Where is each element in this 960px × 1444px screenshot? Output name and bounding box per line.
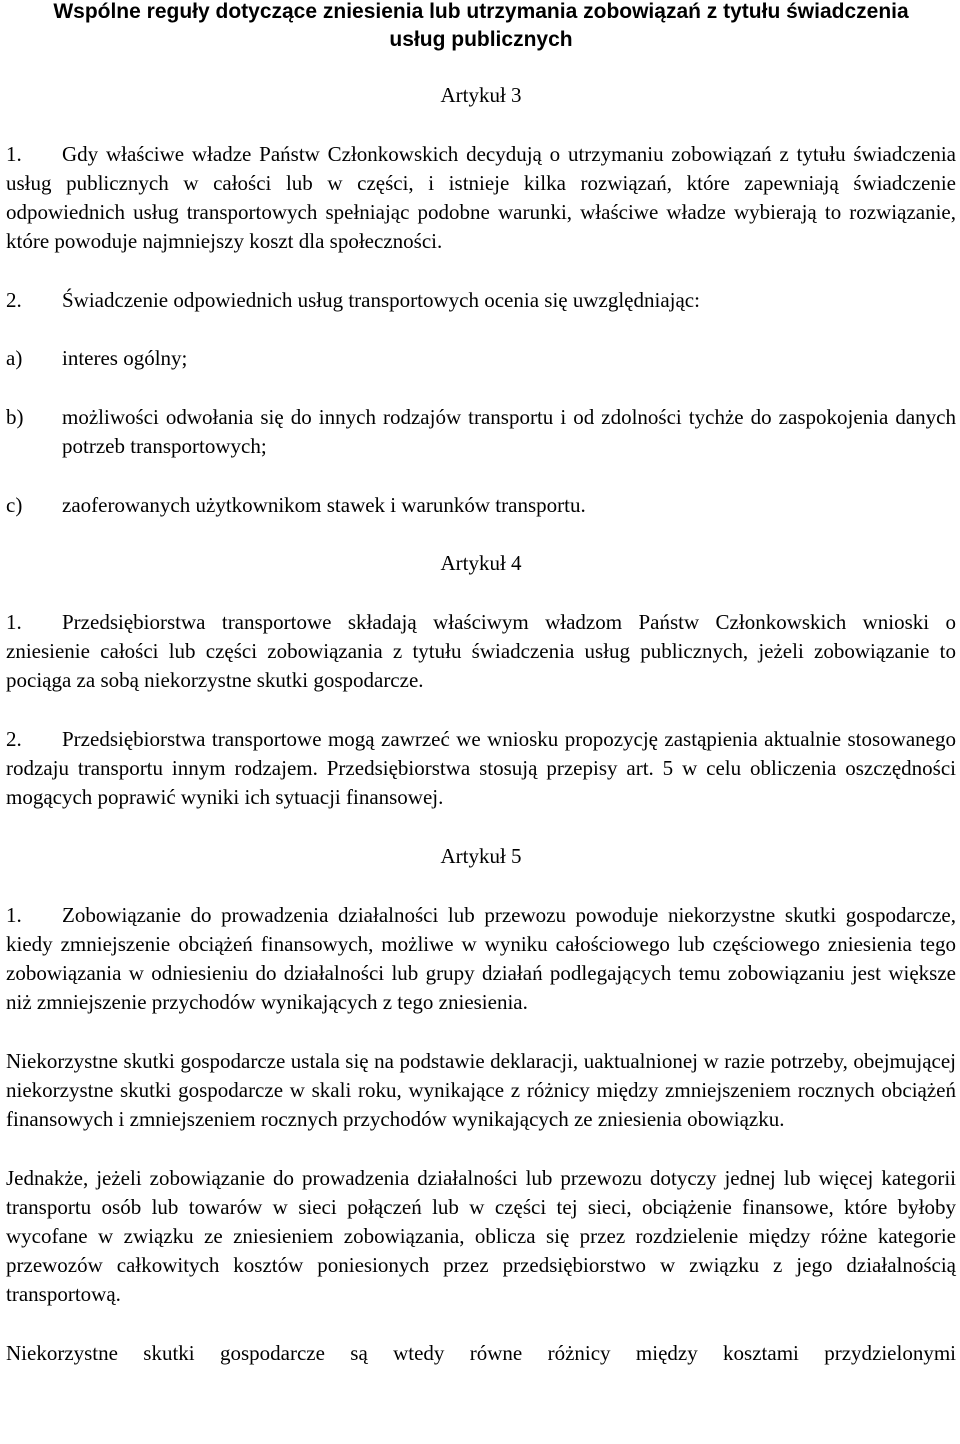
- article-5-heading: Artykuł 5: [440, 844, 522, 868]
- article-3-paragraph-2: [6, 286, 956, 315]
- article-3-paragraph-1: [6, 140, 956, 256]
- paragraph-text: Zobowiązanie do prowadzenia działalności lub przewozu powoduje niekorzystne skutki gospodarcze, kiedy zmniejszenie obciążeń finansowych, możliwe w wyniku całościowego lub częściowego zniesienia tego zobowiązania w odniesieniu do działalności lub grupy działań podlegających temu zobowiązaniu jest większe niż zmniejszenie przychodów wynikających z tego zniesienia.: [6, 903, 956, 1014]
- article-5-paragraph-3: Jednakże, jeżeli zobowiązanie do prowadzenia działalności lub przewozu dotyczy jednej lub więcej kategorii transportu osób lub towarów w sieci połączeń lub w części tej sieci, obciążenie finansowe, które byłoby wycofane w związku ze zniesieniem zobowiązania, oblicza się przez rozdzielenie między różne kategorie przewozów całkowitych kosztów poniesionych przez przedsiębiorstwo w związku z jego działalnością transportową.: [6, 1166, 956, 1306]
- paragraph-number: 1.: [6, 903, 22, 927]
- article-4-paragraph-2: [6, 725, 956, 812]
- article-4-heading: Artykuł 4: [440, 551, 522, 575]
- document-title: [6, 0, 956, 54]
- list-item-text: zaoferowanych użytkownikom stawek i warunków transportu.: [62, 493, 586, 517]
- list-item-label: b): [6, 405, 24, 429]
- list-item-text: możliwości odwołania się do innych rodzajów transportu i od zdolności tychże do zaspokojenia danych potrzeb transportowych;: [62, 405, 956, 458]
- paragraph-number: 2.: [6, 727, 22, 751]
- list-item-a: [6, 344, 956, 373]
- list-item-b: [6, 403, 956, 461]
- title-line-2: usług publicznych: [389, 28, 573, 51]
- paragraph-text: Przedsiębiorstwa transportowe mogą zawrzeć we wniosku propozycję zastąpienia aktualnie stosowanego rodzaju transportu innym rodzajem. Przedsiębiorstwa stosują przepisy art. 5 w celu obliczenia oszczędności mogących poprawić wyniki ich sytuacji finansowej.: [6, 727, 956, 809]
- paragraph-text: Świadczenie odpowiednich usług transportowych ocenia się uwzględniając:: [62, 288, 700, 312]
- list-item-text: interes ogólny;: [62, 346, 188, 370]
- document-page: [6, 0, 956, 1368]
- list-item-label: c): [6, 493, 23, 517]
- paragraph-number: 1.: [6, 610, 22, 634]
- title-line-1: Wspólne reguły dotyczące zniesienia lub utrzymania zobowiązań z tytułu świadczenia: [53, 0, 909, 23]
- article-5-paragraph-2: Niekorzystne skutki gospodarcze ustala się na podstawie deklaracji, uaktualnionej w razie potrzeby, obejmującej niekorzystne skutki gospodarcze w skali roku, wynikające z różnicy między zmniejszeniem rocznych obciążeń finansowych i zmniejszeniem rocznych przychodów wynikających ze zniesienia obowiązku.: [6, 1049, 956, 1131]
- article-4-paragraph-1: [6, 608, 956, 695]
- article-5-paragraph-4: Niekorzystne skutki gospodarcze są wtedy równe różnicy między kosztami przydzielonymi: [6, 1341, 956, 1365]
- paragraph-text: Przedsiębiorstwa transportowe składają właściwym władzom Państw Członkowskich wnioski o zniesienie całości lub części zobowiązania z tytułu świadczenia usług publicznych, jeżeli zobowiązanie to pociąga za sobą niekorzystne skutki gospodarcze.: [6, 610, 956, 692]
- article-5-paragraph-1: [6, 901, 956, 1017]
- list-item-label: a): [6, 346, 23, 370]
- article-3-heading: Artykuł 3: [440, 83, 522, 107]
- paragraph-number: 2.: [6, 288, 22, 312]
- paragraph-text: Gdy właściwe władze Państw Członkowskich decydują o utrzymaniu zobowiązań z tytułu świadczenia usług publicznych w całości lub w części, i istnieje kilka rozwiązań, które zapewniają świadczenie odpowiednich usług transportowych spełniając podobne warunki, właściwe władze wybierają to rozwiązanie, które powoduje najmniejszy koszt dla społeczności.: [6, 142, 956, 253]
- list-item-c: [6, 491, 956, 520]
- paragraph-number: 1.: [6, 142, 22, 166]
